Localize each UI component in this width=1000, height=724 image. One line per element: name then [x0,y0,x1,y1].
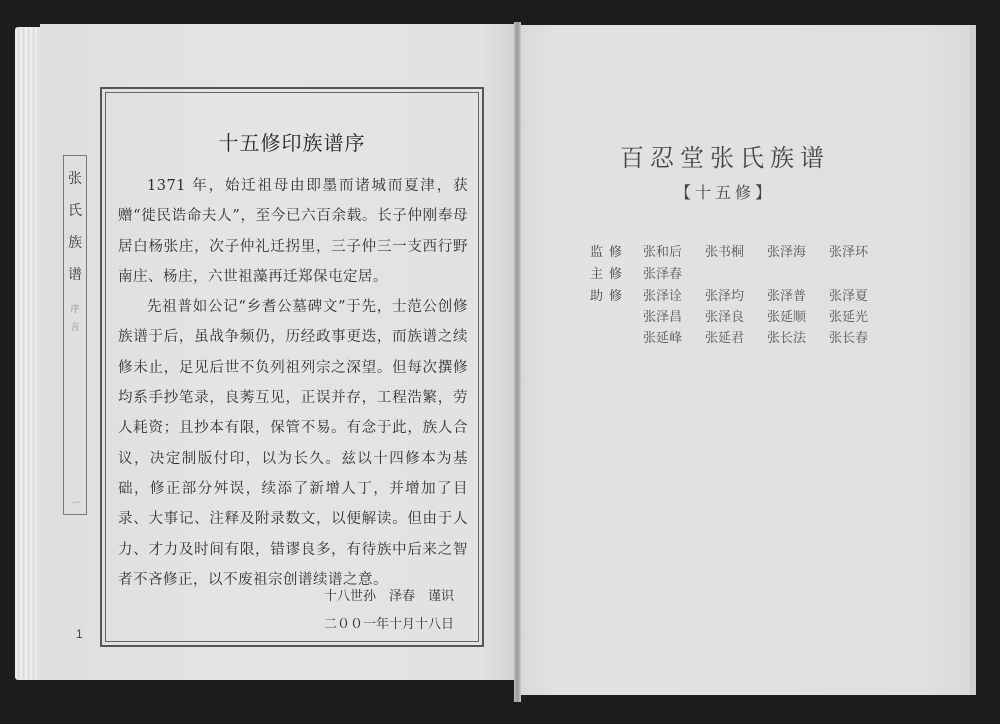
signature-date: 二００一年十月十八日 [323,617,454,632]
edition-label: 【十五修】 [674,183,775,202]
side-label-number: 一 [70,499,80,509]
credit-name: 张延顺 [767,310,807,325]
side-section-char: 言 [70,323,80,333]
book-gutter [514,22,521,702]
credit-name: 张延君 [705,331,745,346]
side-label-char: 氏 [68,203,82,219]
side-label-char: 谱 [68,267,82,283]
page-number: 1 [76,627,83,641]
right-page-edge [970,25,976,695]
preface-frame [100,87,484,647]
credit-name: 张泽夏 [829,289,869,304]
side-label-char: 张 [68,171,82,187]
signature-author: 十八世孙 泽春 谨识 [323,589,454,604]
credit-name: 张延光 [829,310,869,325]
credit-row-supervisors [590,242,891,263]
credit-name: 张和后 [643,245,683,260]
credits-list [590,242,891,350]
credit-name: 张泽环 [829,245,869,260]
preface-paragraph: 先祖普如公记“乡耆公墓碑文”于先，士范公创修族谱于后，虽战争频仍，历经政事更迭，而族谱之续修未止，足见后世不负列祖列宗之深望。但每次撰修均系手抄笔录，良莠互见，正误并存，工程浩繁，劳人耗资；且抄本有限，保管不易。有念于此，族人合议，决定制版付印，以为长久。兹以十四修本为基础，修正部分舛误，续添了新增人丁，并增加了目录、大事记、注释及附录数文，以便解读。但由于人力、才力及时间有限，错谬良多，有待族中后来之智者不吝修正，以不废祖宗创谱续谱之意。 [118,299,468,588]
credit-row-chief-editor [590,264,891,285]
preface-signature [324,583,454,639]
credit-name: 张长法 [767,331,807,346]
credit-name: 张泽昌 [643,310,683,325]
side-label-strip [63,155,87,515]
preface-title: 十五修印族谱序 [218,131,366,155]
credit-name: 张长春 [829,331,869,346]
credit-name: 张泽诠 [643,289,683,304]
credit-role: 助修 [590,289,629,304]
credit-name: 张泽普 [767,289,807,304]
credit-role: 主修 [590,267,629,282]
preface-body [118,171,468,595]
side-label-char: 族 [68,235,82,251]
side-section-char: 序 [70,305,80,315]
credit-names [643,264,891,285]
credit-names [643,242,891,263]
credit-name: 张泽海 [767,245,807,260]
credit-name: 张书桐 [705,245,745,260]
credit-names [643,286,891,349]
credit-row-assistants [590,286,891,349]
credit-role: 监修 [590,245,629,260]
credit-name: 张延峰 [643,331,683,346]
credit-name: 张泽良 [705,310,745,325]
book-title: 百忍堂张氏族谱 [620,144,830,172]
credit-name: 张泽春 [643,267,683,282]
right-page [519,25,971,695]
preface-paragraph: 1371 年，始迁祖母由即墨而诸城而夏津，获赠“徙民诰命夫人”，至今已六百余载。长子仲刚奉母居白杨张庄，次子仲礼迁拐里，三子仲三一支西行野南庄、杨庄，六世祖藻再迁郑保屯定居。 [118,178,468,285]
credit-name: 张泽均 [705,289,745,304]
